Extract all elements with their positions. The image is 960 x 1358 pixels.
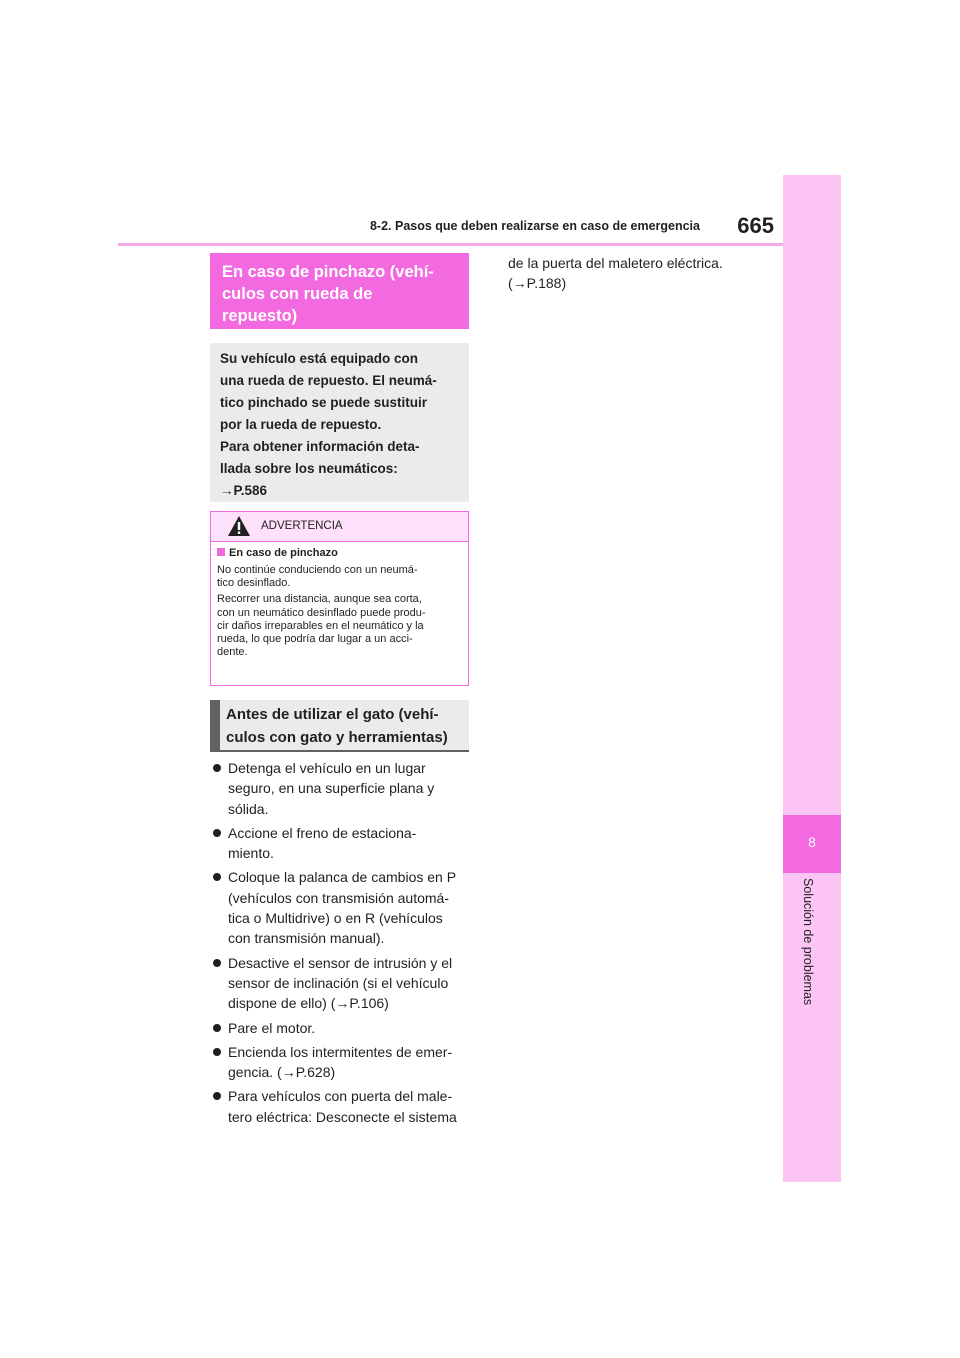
list-line: sólida. (228, 800, 269, 817)
bullet-icon (213, 1048, 221, 1056)
list-line: tero eléctrica: Desconecte el sistema (228, 1108, 457, 1125)
bullet-list (213, 758, 473, 1131)
warning-box (210, 511, 469, 686)
list-line-reference[interactable]: gencia. (→P.628) (228, 1064, 336, 1081)
list-item (213, 1018, 473, 1038)
continuation-reference[interactable]: (→P.188) (508, 275, 567, 292)
bullet-icon (213, 764, 221, 772)
running-header-title: 8-2. Pasos que deben realizarse en caso de emergencia (369, 219, 700, 233)
list-line: Coloque la palanca de cambios en P (228, 869, 457, 886)
bullet-icon (213, 959, 221, 967)
list-item (213, 1042, 473, 1083)
warning-line: rueda, lo que podría dar lugar a un acci- (217, 633, 413, 646)
heading-line: En caso de pinchazo (vehí- (222, 263, 434, 281)
heading-accent-bar (210, 700, 220, 752)
list-line-reference[interactable]: dispone de ello) (→P.106) (228, 995, 389, 1012)
info-box (210, 343, 469, 502)
warning-paragraph (217, 564, 462, 590)
list-line: Encienda los intermitentes de emer- (228, 1043, 453, 1060)
section-heading-flat-tire (210, 253, 469, 329)
chapter-number: 8 (808, 834, 816, 850)
list-line: Accione el freno de estaciona- (228, 824, 417, 841)
list-line: miento. (228, 845, 274, 862)
list-line: sensor de inclinación (si el vehículo (228, 974, 449, 991)
warning-subtitle (217, 546, 462, 561)
continuation-text (508, 253, 768, 294)
warning-line: dente. (217, 646, 248, 659)
bullet-icon (213, 829, 221, 837)
square-bullet-icon (217, 548, 225, 556)
chapter-side-strip (783, 175, 841, 1182)
heading-line: culos con gato y herramientas) (226, 729, 448, 746)
list-item (213, 758, 473, 819)
info-line: una rueda de repuesto. El neumá- (220, 373, 437, 388)
warning-paragraph (217, 593, 462, 659)
heading-line: Antes de utilizar el gato (vehí- (226, 706, 439, 723)
info-page-reference[interactable]: →P.586 (220, 483, 268, 498)
warning-subtitle-text: En caso de pinchazo (229, 547, 338, 559)
list-item (213, 823, 473, 864)
section-heading-jack (210, 700, 469, 752)
list-line: Desactive el sensor de intrusión y el (228, 954, 453, 971)
continuation-line: de la puerta del maletero eléctrica. (508, 255, 723, 271)
bullet-icon (213, 1024, 221, 1032)
warning-line: tico desinflado. (217, 577, 291, 590)
info-line: Para obtener información deta- (220, 439, 420, 454)
warning-line: con un neumático desinflado puede produ- (217, 606, 426, 619)
page-number: 665 (737, 213, 774, 238)
info-line: tico pinchado se puede sustituir (220, 395, 428, 410)
list-line: Detenga el vehículo en un lugar (228, 760, 426, 776)
list-line: tica o Multidrive) o en R (vehículos (228, 910, 443, 927)
heading-line: repuesto) (222, 307, 298, 325)
header-rule (118, 243, 783, 246)
warning-line: Recorrer una distancia, aunque sea corta, (217, 593, 422, 606)
chapter-title: Solución de problemas (801, 878, 815, 1006)
list-item (213, 953, 473, 1014)
warning-line: cir daños irreparables en el neumático y la (217, 619, 424, 632)
list-item (213, 867, 473, 948)
list-line: con transmisión manual). (228, 930, 385, 947)
list-line: Para vehículos con puerta del male- (228, 1088, 453, 1105)
warning-line: No continúe conduciendo con un neumá- (217, 564, 418, 576)
warning-body (211, 542, 468, 659)
warning-triangle-icon (227, 515, 251, 537)
info-line: por la rueda de repuesto. (220, 417, 382, 432)
warning-header (211, 512, 468, 542)
heading-line: culos con rueda de (222, 285, 373, 303)
bullet-icon (213, 873, 221, 881)
list-line: Pare el motor. (228, 1019, 316, 1036)
list-line: (vehículos con transmisión automá- (228, 889, 449, 906)
info-line: Su vehículo está equipado con (220, 351, 419, 366)
warning-title: ADVERTENCIA (261, 520, 343, 532)
list-item (213, 1086, 473, 1127)
list-line: seguro, en una superficie plana y (228, 780, 435, 797)
bullet-icon (213, 1092, 221, 1100)
info-line: llada sobre los neumáticos: (220, 461, 398, 476)
